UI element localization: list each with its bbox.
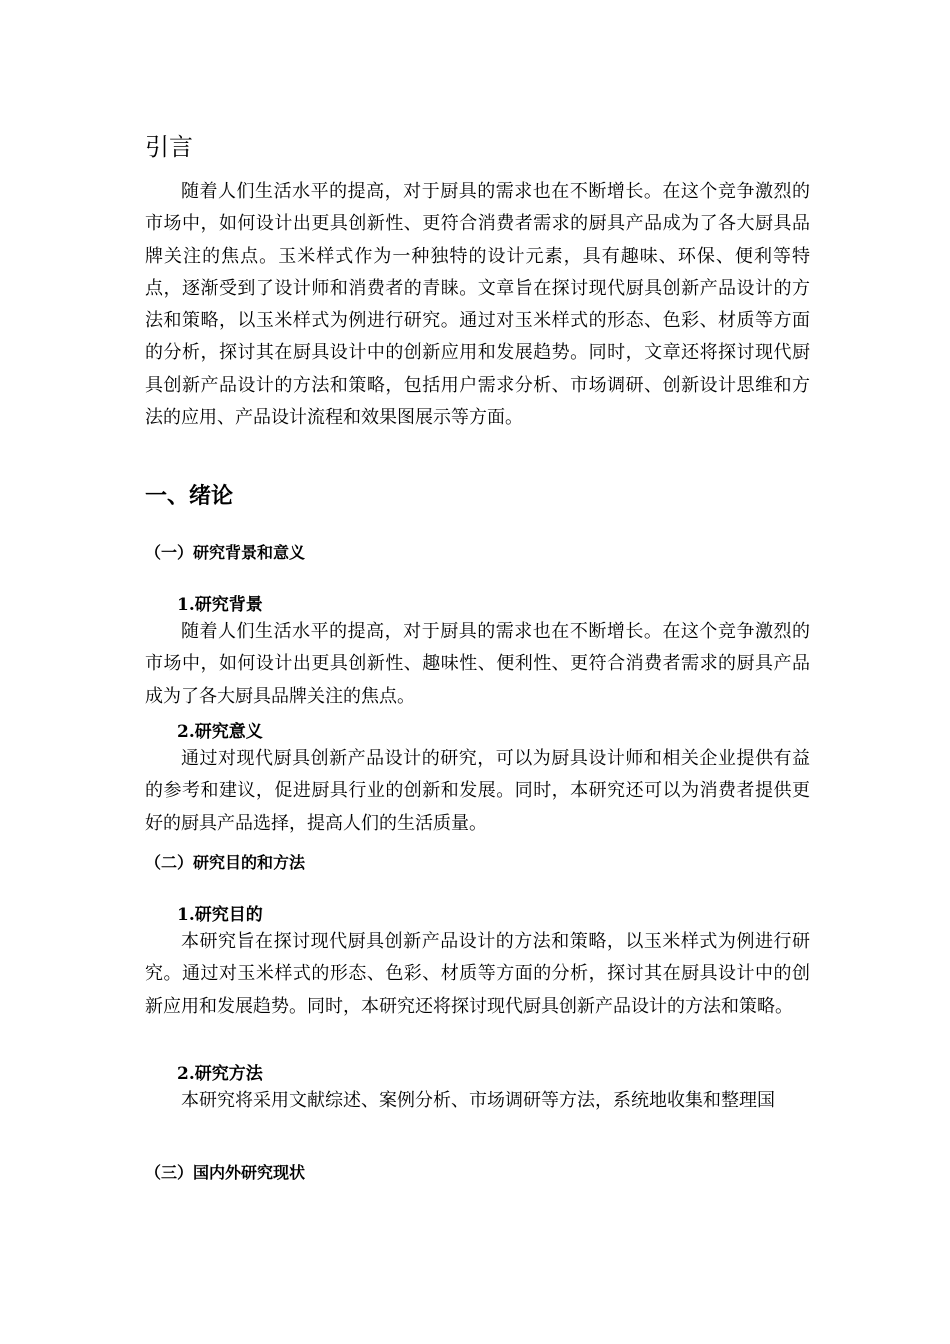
- subsection-heading-background: 1.研究背景: [177, 595, 263, 615]
- purpose-paragraph: 本研究旨在探讨现代厨具创新产品设计的方法和策略，以玉米样式为例进行研究。通过对玉米样式的形态、色彩、材质等方面的分析，探讨其在厨具设计中的创新应用和发展趋势。同时，本研究还将探讨现代厨具创新产品设计的方法和策略。: [145, 931, 810, 1017]
- section-heading-background: （一）研究背景和意义: [145, 543, 306, 562]
- intro-paragraph: 随着人们生活水平的提高，对于厨具的需求也在不断增长。在这个竞争激烈的市场中，如何设计出更具创新性、更符合消费者需求的厨具产品成为了各大厨具品牌关注的焦点。玉米样式作为一种独特的设计元素，具有趣味、环保、便利等特点，逐渐受到了设计师和消费者的青睐。文章旨在探讨现代厨具创新产品设计的方法和策略，以玉米样式为例进行研究。通过对玉米样式的形态、色彩、材质等方面的分析，探讨其在厨具设计中的创新应用和发展趋势。同时，文章还将探讨现代厨具创新产品设计的方法和策略，包括用户需求分析、市场调研、创新设计思维和方法的应用、产品设计流程和效果图展示等方面。: [145, 181, 810, 429]
- significance-paragraph: 通过对现代厨具创新产品设计的研究，可以为厨具设计师和相关企业提供有益的参考和建议，促进厨具行业的创新和发展。同时，本研究还可以为消费者提供更好的厨具产品选择，提高人们的生活质量。: [145, 748, 810, 834]
- section-heading-purpose-methods: （二）研究目的和方法: [145, 853, 306, 872]
- subsection-heading-significance: 2.研究意义: [177, 722, 263, 742]
- background-paragraph: 随着人们生活水平的提高，对于厨具的需求也在不断增长。在这个竞争激烈的市场中，如何设计出更具创新性、趣味性、便利性、更符合消费者需求的厨具产品成为了各大厨具品牌关注的焦点。: [145, 621, 810, 707]
- subsection-heading-purpose: 1.研究目的: [177, 905, 263, 925]
- section-heading-research-status: （三）国内外研究现状: [145, 1163, 306, 1182]
- subsection-heading-methods: 2.研究方法: [177, 1064, 263, 1084]
- chapter-heading: 一、绪论: [145, 484, 234, 509]
- methods-paragraph: 本研究将采用文献综述、案例分析、市场调研等方法，系统地收集和整理国: [181, 1090, 775, 1111]
- intro-heading: 引言: [145, 133, 193, 161]
